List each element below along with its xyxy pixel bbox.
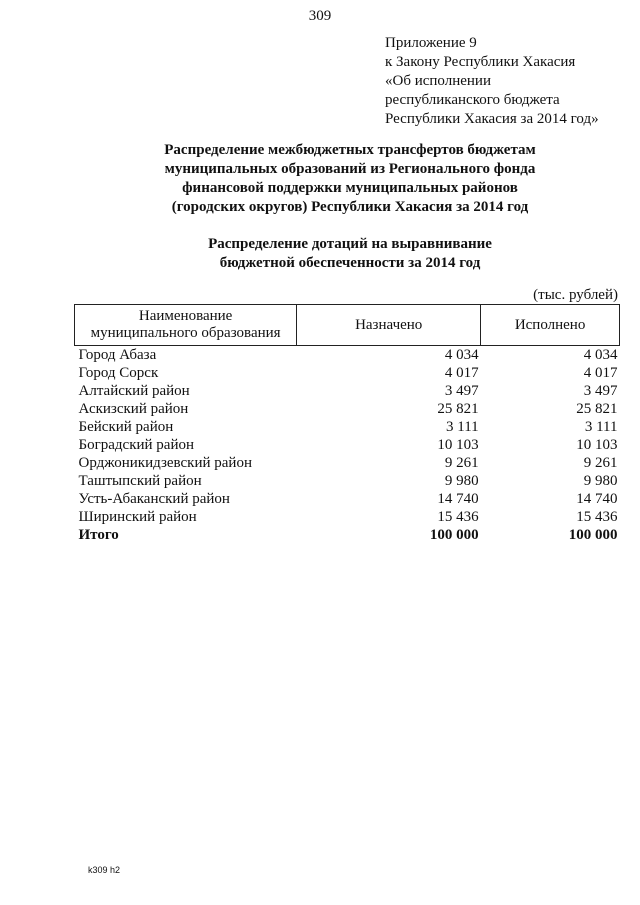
table-row [75,490,620,508]
table-row [75,508,620,526]
cell-total-assigned: 100 000 [429,527,479,543]
section-title-line: бюджетной обеспеченности за 2014 год [219,255,481,271]
document-title-line: финансовой поддержки муниципальных районов [182,180,518,196]
cell-executed: 3 497 [583,383,618,399]
cell-executed: 9 980 [583,473,618,489]
table-row [75,454,620,472]
cell-assigned: 4 034 [444,347,479,363]
cell-municipality: Город Сорск [78,365,159,381]
cell-assigned: 4 017 [444,365,479,381]
header-municipality-line: муниципального образования [90,325,281,341]
document-title-line: Распределение межбюджетных трансфертов бюджетам [164,142,536,158]
table-row [75,364,620,382]
cell-municipality: Город Абаза [78,347,157,363]
appendix-line: Приложение 9 [385,35,477,51]
page-number: 309 [308,8,332,24]
cell-municipality: Усть-Абаканский район [78,491,230,507]
cell-assigned: 10 103 [437,437,479,453]
section-title-line: Распределение дотаций на выравнивание [208,236,492,252]
table-total-row [75,526,620,544]
cell-executed: 10 103 [576,437,618,453]
cell-executed: 9 261 [583,455,618,471]
cell-municipality: Орджоникидзевский район [78,455,252,471]
table-row [75,382,620,400]
cell-municipality: Бейский район [78,419,174,435]
cell-municipality: Ширинский район [78,509,197,525]
header-assigned: Назначено [297,305,481,346]
cell-total-label: Итого [78,527,119,543]
header-municipality [75,305,297,346]
table-header-row [75,305,620,346]
cell-total-executed: 100 000 [568,527,618,543]
unit-label: (тыс. рублей) [533,287,618,303]
document-title-line: муниципальных образований из Регионального фонда [164,161,536,177]
table-row [75,436,620,454]
footer-code: k309 h2 [88,865,121,875]
cell-executed: 4 017 [583,365,618,381]
cell-municipality: Алтайский район [78,383,190,399]
cell-executed: 3 111 [584,419,618,435]
cell-municipality: Аскизский район [78,401,189,417]
cell-assigned: 9 980 [444,473,479,489]
cell-executed: 14 740 [576,491,618,507]
cell-executed: 25 821 [576,401,618,417]
table-row [75,472,620,490]
table-row [75,346,620,365]
appendix-block [385,34,635,129]
document-title [40,141,640,217]
cell-assigned: 15 436 [437,509,479,525]
appendix-line: Республики Хакасия за 2014 год» [385,111,599,127]
cell-assigned: 3 497 [444,383,479,399]
section-title [40,235,640,273]
subsidy-table [74,304,620,544]
header-municipality-line: Наименование [138,308,233,324]
cell-assigned: 25 821 [437,401,479,417]
table-row [75,400,620,418]
appendix-line: к Закону Республики Хакасия [385,54,576,70]
table-row [75,418,620,436]
cell-assigned: 9 261 [444,455,479,471]
header-executed: Исполнено [481,305,620,346]
cell-executed: 4 034 [583,347,618,363]
cell-executed: 15 436 [576,509,618,525]
cell-municipality: Таштыпский район [78,473,202,489]
cell-assigned: 14 740 [437,491,479,507]
cell-municipality: Боградский район [78,437,195,453]
cell-assigned: 3 111 [446,419,479,435]
document-title-line: (городских округов) Республики Хакасия за 2014 год [171,199,529,215]
appendix-line: «Об исполнении [385,73,491,89]
appendix-line: республиканского бюджета [385,92,560,108]
